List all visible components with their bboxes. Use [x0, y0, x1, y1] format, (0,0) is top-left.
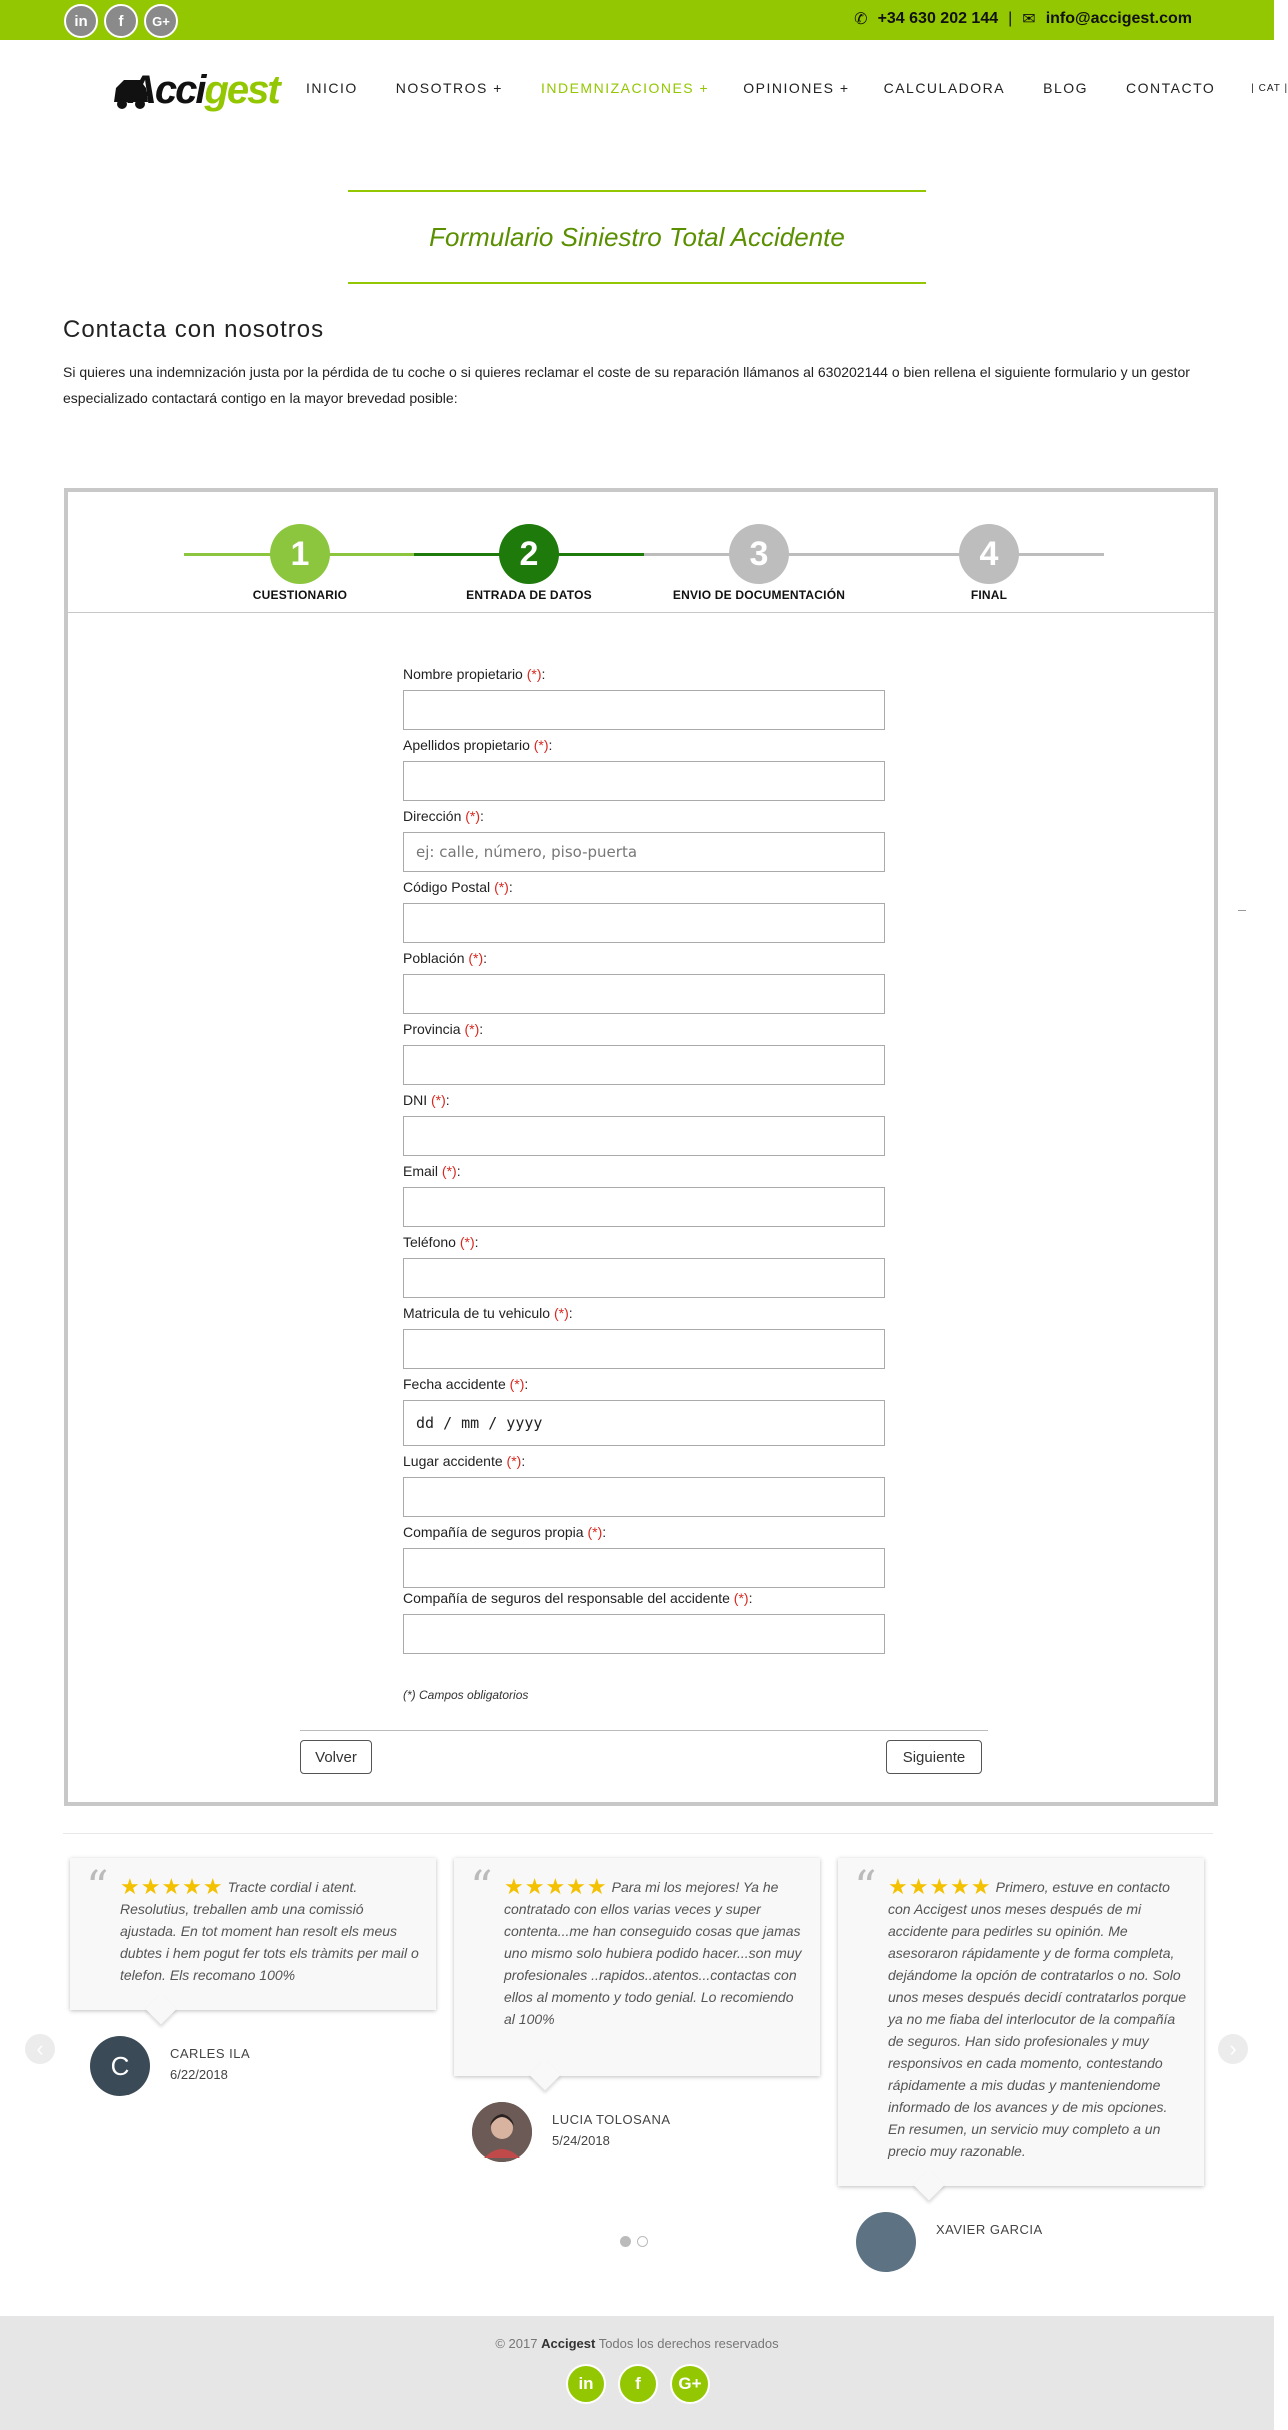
quote-icon: “: [86, 1862, 109, 1913]
label-codigo-postal: Código Postal (*):: [403, 879, 513, 895]
google-plus-icon[interactable]: G+: [144, 4, 178, 38]
avatar-xavier: [856, 2212, 916, 2272]
title-top-rule: [348, 190, 926, 192]
nav-contacto[interactable]: CONTACTO: [1126, 80, 1216, 96]
matricula-input[interactable]: [403, 1329, 885, 1369]
testimonial-3-footer-clip: [838, 2196, 1218, 2237]
carousel-dot-1[interactable]: [620, 2236, 631, 2247]
testimonial-card-1: [70, 1858, 436, 2010]
testimonial-text-1: ★★★★★ Tracte cordial i atent. Resolutius, treballen amb una comissió ajustada. En tot moment han resolt els meus dubtes i hem pogut fer tots els tràmits per mail o telefon. Els recomano 100%: [120, 1874, 419, 1983]
footer-social-links: [566, 2364, 710, 2404]
steps-divider: [68, 612, 1214, 613]
buttons-divider: [300, 1730, 988, 1731]
label-telefono: Teléfono (*):: [403, 1234, 479, 1250]
codigo-postal-input[interactable]: [403, 903, 885, 943]
form-wizard: [64, 488, 1218, 1806]
step-2-label: ENTRADA DE DATOS: [466, 588, 592, 602]
step-4: [874, 524, 1104, 602]
step-4-circle: 4: [959, 524, 1019, 584]
card-tail-2: [529, 2059, 560, 2090]
testimonial-card-3: [838, 1858, 1204, 2186]
label-matricula: Matricula de tu vehiculo (*):: [403, 1305, 573, 1321]
label-compania-responsable: Compañía de seguros del responsable del accidente (*):: [403, 1590, 753, 1606]
fecha-accidente-input[interactable]: dd / mm / yyyy: [403, 1400, 885, 1446]
linkedin-icon[interactable]: in: [64, 4, 98, 38]
step-2-circle: 2: [499, 524, 559, 584]
stars-rating-2: ★★★★★: [504, 1874, 608, 1899]
label-dni: DNI (*):: [403, 1092, 450, 1108]
google-plus-icon[interactable]: G+: [670, 2364, 710, 2404]
facebook-icon[interactable]: f: [104, 4, 138, 38]
side-marker: [1238, 910, 1246, 911]
back-button[interactable]: Volver: [300, 1740, 372, 1774]
step-1: [185, 524, 415, 602]
section-separator: [63, 1833, 1213, 1834]
nav-opiniones[interactable]: OPINIONES +: [743, 80, 850, 96]
label-provincia: Provincia (*):: [403, 1021, 484, 1037]
testimonial-name-3: XAVIER GARCIA: [936, 2222, 1043, 2237]
copyright: © 2017 Accigest Todos los derechos reservados: [495, 2336, 779, 2351]
site-logo[interactable]: [110, 62, 279, 120]
label-lugar-accidente: Lugar accidente (*):: [403, 1453, 526, 1469]
carousel-dot-2[interactable]: [637, 2236, 648, 2247]
email-icon: ✉: [1022, 11, 1036, 28]
step-1-label: CUESTIONARIO: [252, 588, 348, 602]
testimonial-text-3: ★★★★★ Primero, estuve en contacto con Accigest unos meses después de mi accidente para pedirles su opinión. Me asesoraron rápidamente y de forma completa, dejándome la opción de contratarlos o no. Solo unos meses después decidí contratarlos porque ya no me fiaba del interlocutor de la compañía de seguros. Han sido profesionales y muy responsivos en cada momento, contestando rápidamente a mis dudas y manteniendome informado de los avances y de mis opciones. En resumen, un servicio muy completo a un precio muy razonable.: [888, 1874, 1187, 2159]
step-2: [414, 524, 644, 602]
step-4-label: FINAL: [970, 588, 1008, 602]
provincia-input[interactable]: [403, 1045, 885, 1085]
nombre-input[interactable]: [403, 690, 885, 730]
label-nombre: Nombre propietario (*):: [403, 666, 546, 682]
logo-text: Accigest: [128, 68, 279, 112]
label-poblacion: Población (*):: [403, 950, 488, 966]
apellidos-input[interactable]: [403, 761, 885, 801]
poblacion-input[interactable]: [403, 974, 885, 1014]
language-switch-cat[interactable]: | CAT |: [1251, 82, 1288, 94]
top-contact: [854, 9, 1192, 29]
label-fecha-accidente: Fecha accidente (*):: [403, 1376, 529, 1392]
compania-responsable-input[interactable]: [403, 1614, 885, 1654]
carousel-dots: [620, 2236, 648, 2247]
step-1-circle: 1: [270, 524, 330, 584]
avatar-carles: C: [90, 2036, 150, 2096]
phone-link[interactable]: +34 630 202 144: [877, 10, 999, 27]
card-tail-1: [145, 1993, 176, 2024]
mandatory-note: (*) Campos obligatorios: [403, 1688, 529, 1702]
nav-inicio[interactable]: INICIO: [306, 80, 358, 96]
telefono-input[interactable]: [403, 1258, 885, 1298]
title-bottom-rule: [348, 282, 926, 284]
nav-indemnizaciones[interactable]: INDEMNIZACIONES +: [540, 80, 710, 96]
page-title: Formulario Siniestro Total Accidente: [429, 222, 845, 252]
label-apellidos: Apellidos propietario (*):: [403, 737, 553, 753]
testimonial-date-2: 5/24/2018: [552, 2133, 610, 2148]
label-direccion: Dirección (*):: [403, 808, 484, 824]
quote-icon: “: [854, 1862, 877, 1913]
contact-separator: |: [1008, 10, 1013, 27]
phone-icon: ✆: [854, 11, 868, 28]
quote-icon: “: [470, 1862, 493, 1913]
email-link[interactable]: info@accigest.com: [1045, 10, 1192, 27]
footer: [0, 2316, 1274, 2430]
email-input[interactable]: [403, 1187, 885, 1227]
testimonial-name-2: LUCIA TOLOSANA: [552, 2112, 671, 2127]
top-bar: [0, 0, 1274, 40]
label-compania-propia: Compañía de seguros propia (*):: [403, 1524, 607, 1540]
nav-blog[interactable]: BLOG: [1043, 80, 1089, 96]
next-button[interactable]: Siguiente: [886, 1740, 982, 1774]
contact-heading: Contacta con nosotros: [63, 316, 325, 343]
direccion-input[interactable]: [403, 832, 885, 872]
nav-nosotros[interactable]: NOSOTROS +: [395, 80, 503, 96]
intro-text: Si quieres una indemnización justa por la pérdida de tu coche o si quieres reclamar el coste de su reparación llámanos al 630202144 o bien rellena el siguiente formulario y un gestor especializado contactará contigo en la mayor brevedad posible:: [63, 364, 1190, 406]
label-email: Email (*):: [403, 1163, 461, 1179]
main-nav: [306, 80, 1288, 96]
avatar-lucia: [472, 2102, 532, 2162]
lugar-accidente-input[interactable]: [403, 1477, 885, 1517]
nav-calculadora[interactable]: CALCULADORA: [883, 80, 1006, 96]
person-photo-icon: [472, 2102, 532, 2162]
carousel-prev-button[interactable]: ‹: [25, 2034, 55, 2064]
step-3-label: ENVIO DE DOCUMENTACIÓN: [672, 588, 846, 602]
top-social-links: [64, 4, 178, 38]
facebook-icon[interactable]: f: [618, 2364, 658, 2404]
testimonial-date-1: 6/22/2018: [170, 2067, 228, 2082]
step-3: [644, 524, 874, 602]
carousel-next-button[interactable]: ›: [1218, 2034, 1248, 2064]
testimonial-text-2: ★★★★★ Para mi los mejores! Ya he contratado con ellos varias veces y super contenta...me han conseguido cosas que jamas uno mismo solo hubiera podido hacer...son muy profesionales ..rapidos..atentos...contactas con ellos al momento y todo genial. Lo recomiendo al 100%: [504, 1874, 802, 2027]
dni-input[interactable]: [403, 1116, 885, 1156]
linkedin-icon[interactable]: in: [566, 2364, 606, 2404]
testimonial-name-1: CARLES ILA: [170, 2046, 251, 2061]
stars-rating-3: ★★★★★: [888, 1874, 992, 1899]
stars-rating-1: ★★★★★: [120, 1874, 224, 1899]
step-3-circle: 3: [729, 524, 789, 584]
testimonial-card-2: [454, 1858, 820, 2076]
compania-propia-input[interactable]: [403, 1548, 885, 1588]
